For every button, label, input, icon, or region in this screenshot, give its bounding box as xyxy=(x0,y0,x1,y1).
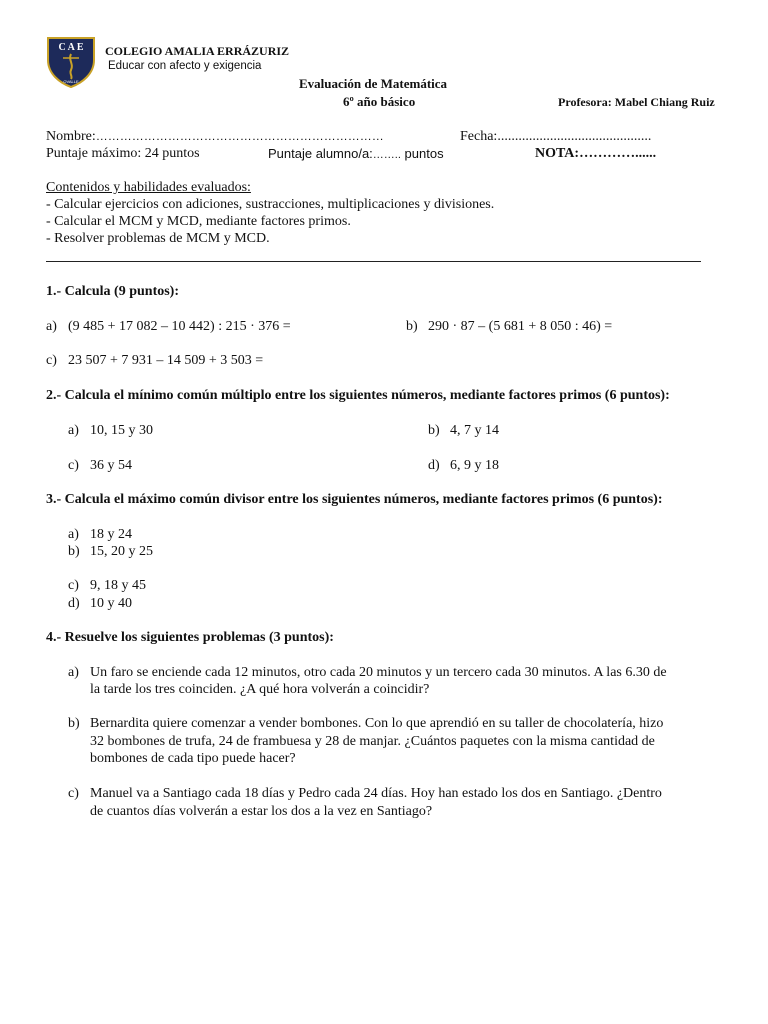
section-divider xyxy=(46,261,701,262)
q3-item: 10 y 40 xyxy=(90,596,132,611)
contents-item: - Resolver problemas de MCM y MCD. xyxy=(46,231,270,246)
q2-item-label: b) xyxy=(428,423,440,438)
q2-item: 4, 7 y 14 xyxy=(450,423,499,438)
q4-item-label: b) xyxy=(68,716,80,731)
question-2-title: 2.- Calcula el mínimo común múltiplo entre los siguientes números, mediante factores primos (6 puntos): xyxy=(46,388,670,403)
q4-problem-line: la tarde los tres coinciden. ¿A qué hora volverán a coincidir? xyxy=(90,682,430,697)
student-score-label: Puntaje alumno/a: xyxy=(268,146,373,161)
q4-problem-line: 32 bombones de trufa, 24 de frambuesa y 28 de manjar. ¿Cuántos paquetes con la misma cantidad de xyxy=(90,734,655,749)
school-name: COLEGIO AMALIA ERRÁZURIZ xyxy=(105,44,290,58)
q4-problem-line: de cuantos días volverán a estar los dos a la vez en Santiago? xyxy=(90,804,433,819)
school-crest-logo xyxy=(46,36,96,88)
q4-problem-line: Un faro se enciende cada 12 minutos, otro cada 20 minutos y un tercero cada 30 minutos. A las 6.30 de xyxy=(90,665,667,680)
max-score: Puntaje máximo: 24 puntos xyxy=(46,146,200,161)
student-score-blank[interactable]: …….. xyxy=(372,149,401,161)
q3-item-label: a) xyxy=(68,527,79,542)
final-grade-row xyxy=(535,145,656,162)
q3-item-label: b) xyxy=(68,544,80,559)
q1-item-c-label: c) xyxy=(46,353,57,368)
name-field-row xyxy=(46,128,384,145)
logo-city: OVALLE xyxy=(63,79,79,84)
teacher-name: Profesora: Mabel Chiang Ruiz xyxy=(558,95,715,109)
q1-item-a: (9 485 + 17 082 – 10 442) : 215 · 376 = xyxy=(68,319,291,334)
q1-item-a-label: a) xyxy=(46,319,57,334)
question-4-title: 4.- Resuelve los siguientes problemas (3 puntos): xyxy=(46,630,334,645)
name-label: Nombre: xyxy=(46,129,96,144)
school-motto: Educar con afecto y exigencia xyxy=(108,60,262,72)
q3-item: 15, 20 y 25 xyxy=(90,544,153,559)
q4-problem-line: Bernardita quiere comenzar a vender bombones. Con lo que aprendió en su taller de chocolatería, hizo xyxy=(90,716,664,731)
q2-item: 36 y 54 xyxy=(90,458,132,473)
grade-level: 6º año básico xyxy=(343,94,416,109)
q4-problem-line: bombones de cada tipo puede hacer? xyxy=(90,751,296,766)
q4-item-label: a) xyxy=(68,665,79,680)
q2-item-label: a) xyxy=(68,423,79,438)
q2-item: 6, 9 y 18 xyxy=(450,458,499,473)
q1-item-b-label: b) xyxy=(406,319,418,334)
q4-item-label: c) xyxy=(68,786,79,801)
contents-heading: Contenidos y habilidades evaluados: xyxy=(46,180,251,195)
date-field-row xyxy=(460,128,651,145)
q4-problem-line: Manuel va a Santiago cada 18 días y Pedro cada 24 días. Hoy han estado los dos en Santiago. ¿Dentro xyxy=(90,786,662,801)
name-blank[interactable]: ……………………………………………………………… xyxy=(95,129,384,143)
final-grade-label: NOTA: xyxy=(535,146,580,161)
student-score-unit: puntos xyxy=(404,146,444,161)
date-label: Fecha: xyxy=(460,129,498,144)
date-blank[interactable]: ............................................ xyxy=(497,129,652,144)
q3-item-label: c) xyxy=(68,578,79,593)
page-title: Evaluación de Matemática xyxy=(299,76,448,91)
contents-item: - Calcular ejercicios con adiciones, sustracciones, multiplicaciones y divisiones. xyxy=(46,197,495,212)
q2-item-label: c) xyxy=(68,458,79,473)
q2-item-label: d) xyxy=(428,458,440,473)
student-score-row xyxy=(268,145,444,164)
contents-item: - Calcular el MCM y MCD, mediante factores primos. xyxy=(46,214,351,229)
question-3-title: 3.- Calcula el máximo común divisor entre los siguientes números, mediante factores primos (6 puntos): xyxy=(46,492,663,507)
logo-letters: C A E xyxy=(58,42,84,53)
q1-item-c: 23 507 + 7 931 – 14 509 + 3 503 = xyxy=(68,353,264,368)
q3-item: 9, 18 y 45 xyxy=(90,578,146,593)
q3-item: 18 y 24 xyxy=(90,527,132,542)
q3-item-label: d) xyxy=(68,596,80,611)
final-grade-blank[interactable]: …………...... xyxy=(579,146,657,161)
q1-item-b: 290 · 87 – (5 681 + 8 050 : 46) = xyxy=(428,319,613,334)
q2-item: 10, 15 y 30 xyxy=(90,423,153,438)
question-1-title: 1.- Calcula (9 puntos): xyxy=(46,284,180,299)
